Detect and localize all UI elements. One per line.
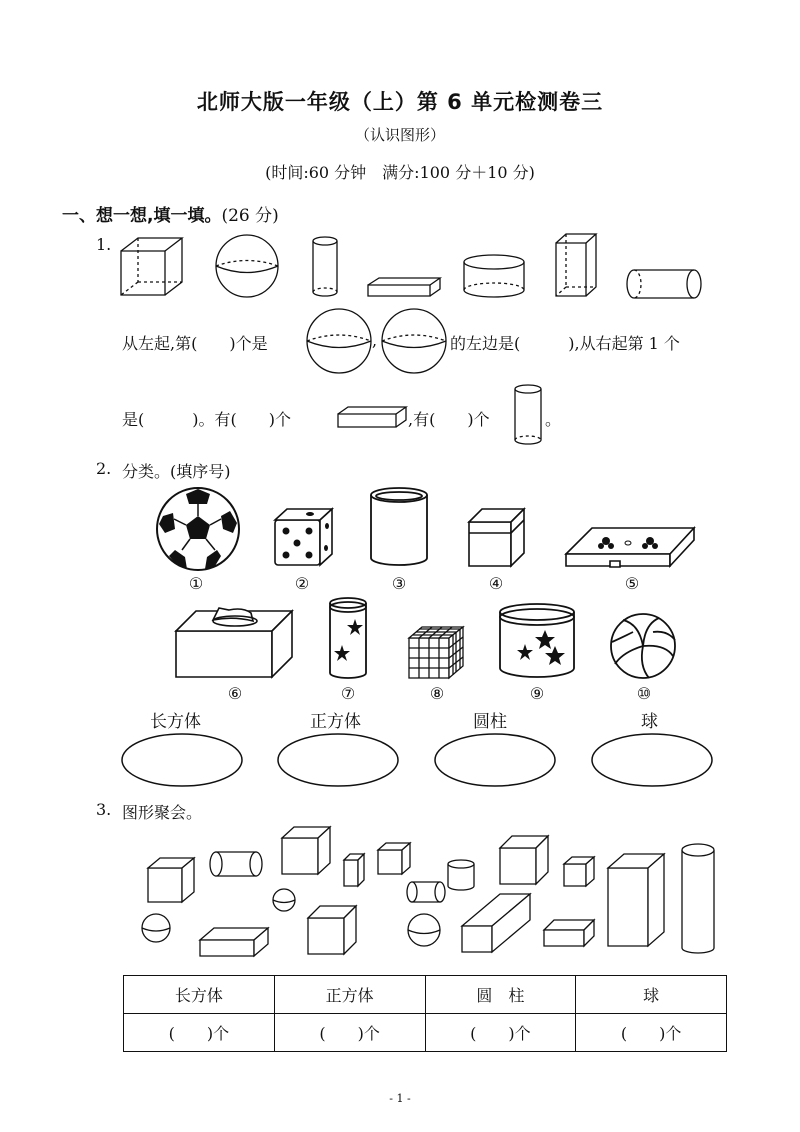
answer-oval-sphere[interactable] [590,732,714,788]
category-label-sphere: 球 [641,712,658,732]
q2-title: 分类。(填序号) [122,462,231,481]
category-label-cylinder: 圆柱 [473,712,507,732]
category-label-cuboid: 长方体 [150,712,201,732]
item-number-8: ⑧ [429,684,445,703]
game-board-icon [562,524,698,570]
q1-inline-sphere-icon [305,307,373,375]
q1-short-cylinder-icon [462,253,526,299]
box-icon [466,505,528,569]
table-cell-cuboid-count[interactable]: ( )个 [124,1014,275,1052]
football-icon [155,486,241,572]
star-can-icon [327,597,369,681]
q1-number: 1. [96,235,112,254]
q1-inline-cylinder-icon [512,383,544,447]
table-header-cube: 正方体 [274,976,425,1014]
table-header-cuboid: 长方体 [124,976,275,1014]
q1-lying-cylinder-icon [624,268,704,300]
item-number-5: ⑤ [624,574,640,593]
page-number: - 1 - [389,1092,411,1105]
table-header-cylinder: 圆 柱 [425,976,576,1014]
q1-line2-text-a: 是( )。有( )个 [122,410,291,429]
volleyball-icon [609,612,677,680]
dice-icon [272,506,336,568]
q1-flat-cuboid-icon [366,276,442,298]
section-title [62,201,279,226]
exam-info: (时间:60 分钟 满分:100 分＋10 分) [265,163,535,182]
q1-inline-cuboid-icon [336,405,408,429]
table-row [124,976,727,1014]
shapes-gathering-illustration [130,822,730,962]
q2-number: 2. [96,459,112,478]
answer-oval-cube[interactable] [276,732,400,788]
table-cell-sphere-count[interactable]: ( )个 [576,1014,727,1052]
q1-tall-cuboid-icon [553,231,599,299]
q1-sphere-icon [214,233,280,299]
section-points: (26 分) [221,206,279,226]
answer-oval-cuboid[interactable] [120,732,244,788]
item-number-9: ⑨ [529,684,545,703]
q1-cube-icon [118,235,188,299]
star-drum-icon [497,602,577,680]
item-number-4: ④ [488,574,504,593]
count-table [123,975,727,1052]
answer-oval-cylinder[interactable] [433,732,557,788]
item-number-1: ① [188,574,204,593]
item-number-6: ⑥ [227,684,243,703]
item-number-10: ⑩ [636,684,652,703]
q1-line2-end: 。 [545,410,562,429]
q1-line2-text-b: ,有( )个 [408,410,490,429]
item-number-7: ⑦ [340,684,356,703]
table-cell-cube-count[interactable]: ( )个 [274,1014,425,1052]
table-cell-cylinder-count[interactable]: ( )个 [425,1014,576,1052]
table-header-sphere: 球 [576,976,727,1014]
canister-icon [368,486,430,568]
q1-line1-text-a: 从左起,第( )个是 [122,334,268,353]
item-number-2: ② [294,574,310,593]
page-title: 北师大版一年级（上）第 6 单元检测卷三 [196,90,604,114]
q1-inline-sphere-icon-2 [380,307,448,375]
item-number-3: ③ [391,574,407,593]
table-row [124,1014,727,1052]
rubiks-cube-icon [406,624,466,680]
q3-title: 图形聚会。 [122,803,203,822]
q1-line1-text-b: 的左边是( ),从右起第 1 个 [450,334,680,353]
page-subtitle: （认识图形） [354,126,445,144]
category-label-cube: 正方体 [310,712,361,732]
tissue-box-icon [173,604,295,680]
section-title-text: 一、想一想,填一填。 [62,206,222,226]
q1-line1-comma: , [372,331,378,350]
q3-number: 3. [96,800,112,819]
q1-cylinder-icon [310,236,340,298]
